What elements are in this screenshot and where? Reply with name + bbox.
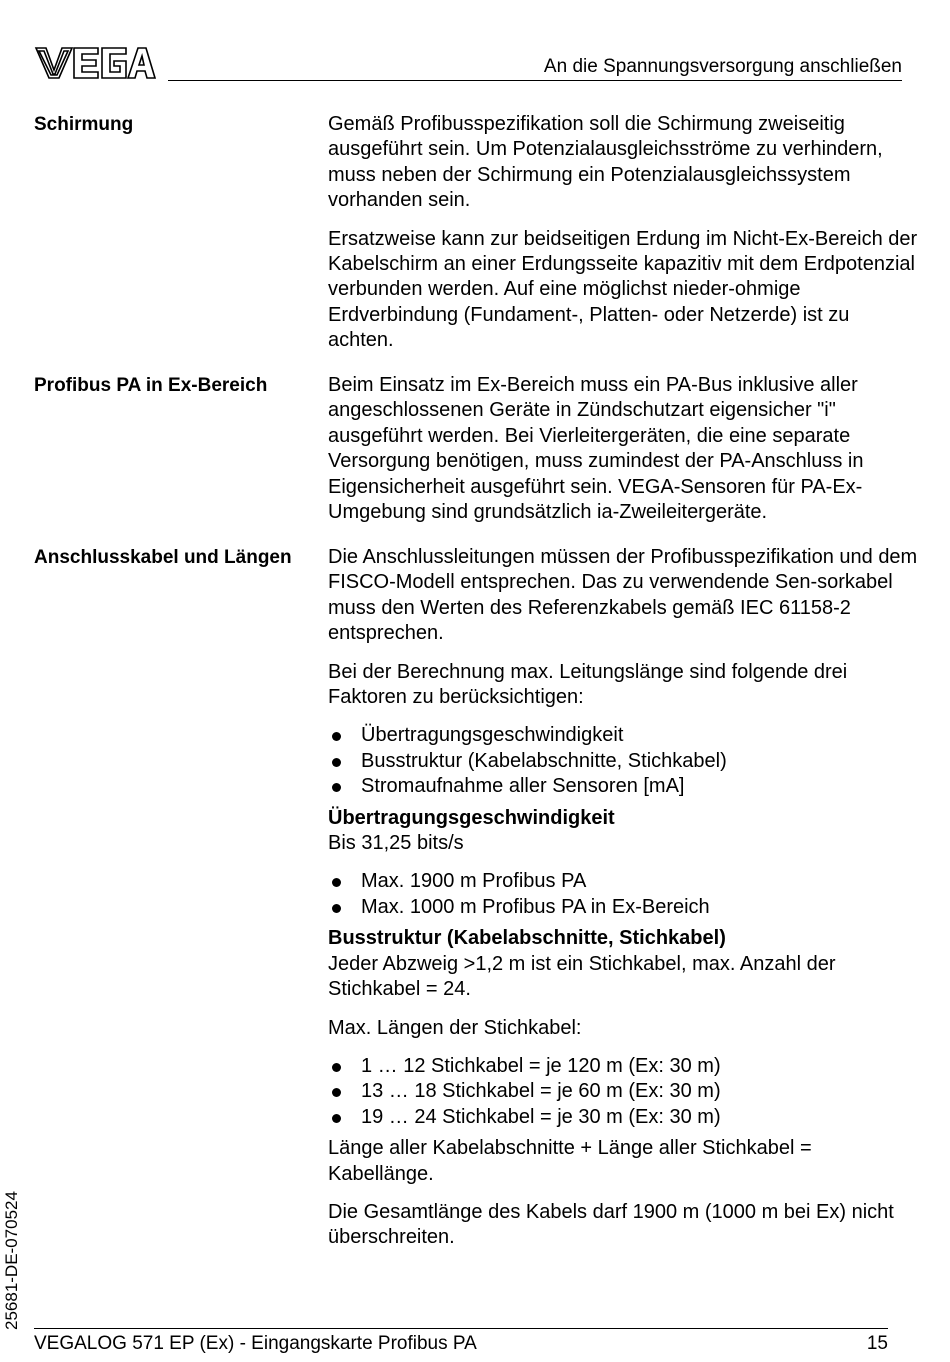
list-item: Busstruktur (Kabelabschnitte, Stichkabel)	[328, 749, 918, 774]
list-item: 13 … 18 Stichkabel = je 60 m (Ex: 30 m)	[328, 1079, 918, 1104]
section-body-kabel	[328, 545, 918, 1251]
bullet-icon	[332, 783, 341, 792]
footer-doc-title: VEGALOG 571 EP (Ex) - Eingangskarte Profibus PA	[34, 1333, 477, 1354]
list-item: Max. 1900 m Profibus PA	[328, 869, 918, 894]
list-item: Stromaufnahme aller Sensoren [mA]	[328, 774, 918, 799]
section-body-schirmung	[328, 112, 918, 354]
stub-list	[328, 1054, 918, 1130]
subheading: Übertragungsgeschwindigkeit	[328, 806, 615, 829]
paragraph: Die Gesamtlänge des Kabels darf 1900 m (1000 m bei Ex) nicht überschreiten.	[328, 1200, 894, 1249]
subheading: Busstruktur (Kabelabschnitte, Stichkabel)	[328, 927, 726, 950]
paragraph: Gemäß Profibusspezifikation soll die Schirmung zweiseitig ausgeführt sein. Um Potenzialausgleichsströme zu verhindern, muss neben der Schirmung ein Potenzialausgleichssystem vorhanden sein.	[328, 113, 883, 212]
list-item: Max. 1000 m Profibus PA in Ex-Bereich	[328, 895, 918, 920]
paragraph: Länge aller Kabelabschnitte + Länge aller Stichkabel = Kabellänge.	[328, 1137, 812, 1185]
page-number: 15	[866, 1333, 888, 1354]
bullet-icon	[332, 1063, 341, 1072]
paragraph: Max. Längen der Stichkabel:	[328, 1016, 582, 1039]
paragraph: Bis 31,25 bits/s	[328, 832, 464, 855]
paragraph: Ersatzweise kann zur beidseitigen Erdung im Nicht-Ex-Bereich der Kabelschirm an einer Erdungsseite kapazitiv mit dem Erdpotenzial verbunden werden. Auf eine möglichst nieder-ohmige Erdverbindung (Fundament-, Platten- oder Netzerde) ist zu achten.	[328, 227, 918, 352]
paragraph: Bei der Berechnung max. Leitungslänge sind folgende drei Faktoren zu berücksichtigen:	[328, 660, 848, 709]
bullet-icon	[332, 1088, 341, 1097]
bullet-icon	[332, 1114, 341, 1123]
list-item: 19 … 24 Stichkabel = je 30 m (Ex: 30 m)	[328, 1105, 918, 1130]
bullet-icon	[332, 732, 341, 741]
bullet-icon	[332, 878, 341, 887]
section-label-schirmung: Schirmung	[34, 114, 134, 135]
paragraph: Jeder Abzweig >1,2 m ist ein Stichkabel, max. Anzahl der Stichkabel = 24.	[328, 952, 836, 1001]
bullet-icon	[332, 758, 341, 767]
paragraph: Die Anschlussleitungen müssen der Profibusspezifikation und dem FISCO-Modell entsprechen. Das zu verwendende Sen-sorkabel muss den Werten des Referenzkabels gemäß IEC 61158-2 entsprechen.	[328, 546, 918, 645]
section-label-exbereich: Profibus PA in Ex-Bereich	[34, 375, 268, 396]
speed-list	[328, 869, 918, 920]
running-header: An die Spannungsversorgung anschließen	[543, 56, 902, 77]
document-code: 25681-DE-070524	[2, 1191, 21, 1330]
list-item: Übertragungsgeschwindigkeit	[328, 723, 918, 748]
footer-rule	[34, 1328, 888, 1329]
bullet-icon	[332, 904, 341, 913]
vega-logo	[34, 44, 156, 82]
factor-list	[328, 723, 918, 799]
header-rule	[168, 80, 902, 81]
section-body-exbereich	[328, 373, 918, 525]
section-label-kabel: Anschlusskabel und Längen	[34, 547, 292, 568]
list-item: 1 … 12 Stichkabel = je 120 m (Ex: 30 m)	[328, 1054, 918, 1079]
paragraph: Beim Einsatz im Ex-Bereich muss ein PA-Bus inklusive aller angeschlossenen Geräte in Zündschutzart eigensicher "i" ausgeführt werden. Bei Vierleitergeräten, die eine separate Versorgung benötigen, muss zumindest der PA-Anschluss in Eigensicherheit ausgeführt sein. VEGA-Sensoren für PA-Ex-Umgebung sind grundsätzlich ia-Zweileitergeräte.	[328, 374, 864, 524]
